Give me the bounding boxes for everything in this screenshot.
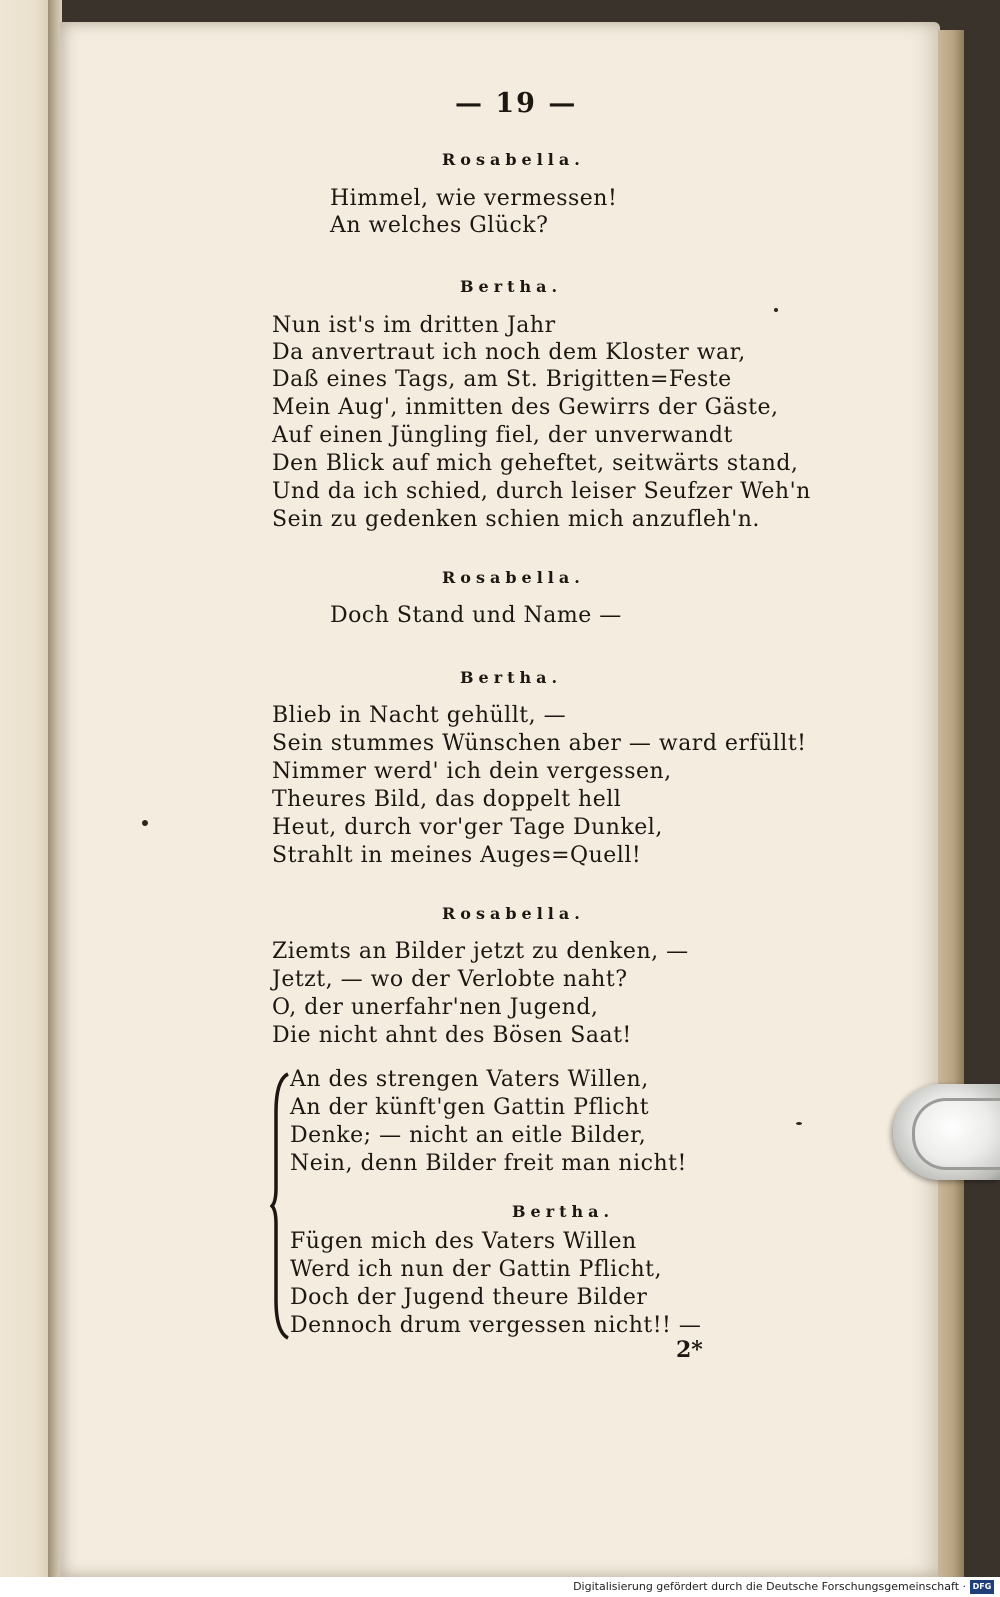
left-page-edge bbox=[0, 0, 52, 1577]
verse-line: Theures Bild, das doppelt hell bbox=[272, 787, 622, 812]
verse-line: Ziemts an Bilder jetzt zu denken, — bbox=[272, 939, 689, 964]
verse-line: Die nicht ahnt des Bösen Saat! bbox=[272, 1023, 632, 1048]
verse-line: Nun ist's im dritten Jahr bbox=[272, 313, 556, 338]
speaker-label: Bertha. bbox=[460, 277, 563, 296]
verse-line: Werd ich nun der Gattin Pflicht, bbox=[290, 1257, 662, 1282]
verse-line: An welches Glück? bbox=[330, 213, 549, 238]
verse-line: An der künft'gen Gattin Pflicht bbox=[290, 1095, 650, 1120]
verse-line: Jetzt, — wo der Verlobte naht? bbox=[272, 967, 628, 992]
page-clip-inner bbox=[912, 1098, 1000, 1170]
signature-mark: 2* bbox=[676, 1337, 703, 1363]
verse-line: Den Blick auf mich geheftet, seitwärts stand, bbox=[272, 451, 799, 476]
bracket-brace bbox=[270, 1072, 292, 1340]
page-edge bbox=[938, 30, 964, 1577]
verse-line: Blieb in Nacht gehüllt, — bbox=[272, 703, 567, 728]
verse-line: Denke; — nicht an eitle Bilder, bbox=[290, 1123, 647, 1148]
verse-line: Und da ich schied, durch leiser Seufzer Weh'n bbox=[272, 479, 811, 504]
verse-line: Daß eines Tags, am St. Brigitten=Feste bbox=[272, 367, 732, 392]
verse-line: Da anvertraut ich noch dem Kloster war, bbox=[272, 340, 746, 365]
speaker-label: Bertha. bbox=[512, 1202, 615, 1221]
verse-line: Sein stummes Wünschen aber — ward erfüllt! bbox=[272, 731, 807, 756]
footer-credit: Digitalisierung gefördert durch die Deutsche Forschungsgemeinschaft · bbox=[573, 1580, 966, 1593]
verse-line: Nimmer werd' ich dein vergessen, bbox=[272, 759, 672, 784]
speaker-label: Bertha. bbox=[460, 668, 563, 687]
speaker-label: Rosabella. bbox=[442, 568, 585, 587]
verse-line: Doch Stand und Name — bbox=[330, 603, 622, 628]
dfg-logo-icon: DFG bbox=[970, 1580, 994, 1594]
ink-spot bbox=[796, 1122, 802, 1125]
verse-line: Dennoch drum vergessen nicht!! — bbox=[290, 1313, 702, 1338]
verse-line: Doch der Jugend theure Bilder bbox=[290, 1285, 648, 1310]
verse-line: Himmel, wie vermessen! bbox=[330, 186, 618, 211]
speaker-label: Rosabella. bbox=[442, 904, 585, 923]
verse-line: Fügen mich des Vaters Willen bbox=[290, 1229, 637, 1254]
verse-line: Mein Aug', inmitten des Gewirrs der Gäste, bbox=[272, 395, 779, 420]
verse-line: An des strengen Vaters Willen, bbox=[290, 1067, 649, 1092]
verse-line: O, der unerfahr'nen Jugend, bbox=[272, 995, 599, 1020]
speaker-label: Rosabella. bbox=[442, 150, 585, 169]
ink-spot bbox=[142, 820, 148, 826]
verse-line: Heut, durch vor'ger Tage Dunkel, bbox=[272, 815, 663, 840]
verse-line: Sein zu gedenken schien mich anzufleh'n. bbox=[272, 507, 760, 532]
page-number: — 19 — bbox=[455, 88, 578, 119]
verse-line: Strahlt in meines Auges=Quell! bbox=[272, 843, 642, 868]
ink-spot bbox=[774, 308, 778, 312]
verse-line: Nein, denn Bilder freit man nicht! bbox=[290, 1151, 687, 1176]
verse-line: Auf einen Jüngling fiel, der unverwandt bbox=[272, 423, 733, 448]
